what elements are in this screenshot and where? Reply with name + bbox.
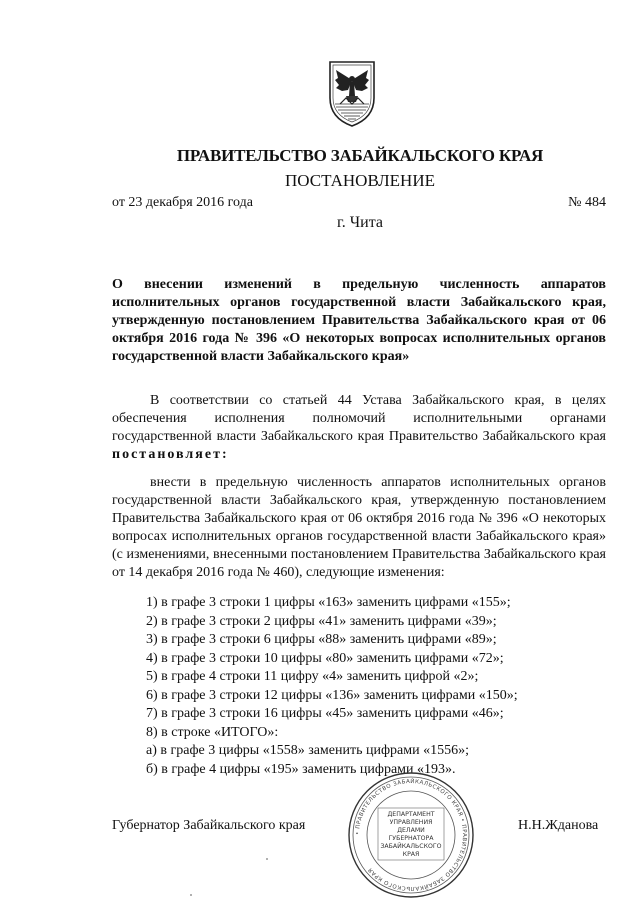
changes-list xyxy=(146,594,518,779)
document-date: от 23 декабря 2016 года xyxy=(112,195,253,210)
list-item: 7) в графе 3 строки 16 цифры «45» заменить цифрами «46»; xyxy=(146,706,504,721)
document-subject: О внесении изменений в предельную численность аппаратов исполнительных органов государственной власти Забайкальского края, утвержденную постановлением Правительства Забайкальского края от 06 октября 2016 года № 396 «О некоторых вопросах исполнительных органов государственной власти Забайкальского края» xyxy=(112,277,606,364)
list-item: 1) в графе 3 строки 1 цифры «163» заменить цифрами «155»; xyxy=(146,595,511,610)
scan-speck xyxy=(190,894,192,896)
government-title: ПРАВИТЕЛЬСТВО ЗАБАЙКАЛЬСКОГО КРАЯ xyxy=(176,146,544,165)
list-item: 3) в графе 3 строки 6 цифры «88» заменить цифрами «89»; xyxy=(146,632,497,647)
seal-line: ДЕПАРТАМЕНТ xyxy=(387,811,435,818)
coat-of-arms-icon xyxy=(326,58,378,128)
seal-line: КРАЯ xyxy=(402,851,420,858)
svg-text:• ПРАВИТЕЛЬСТВО ЗАБАЙКАЛЬСКОГО: • ПРАВИТЕЛЬСТВО ЗАБАЙКАЛЬСКОГО КРАЯ • ПРАВИТЕЛЬСТВО ЗАБАЙКАЛЬСКОГО КРАЯ xyxy=(354,778,468,892)
list-item: а) в графе 3 цифры «1558» заменить цифрами «1556»; xyxy=(146,743,470,758)
signatory-position: Губернатор Забайкальского края xyxy=(112,818,306,833)
list-item: 2) в графе 3 строки 2 цифры «41» заменить цифрами «39»; xyxy=(146,613,497,629)
preamble-paragraph xyxy=(112,392,606,464)
preamble-text: В соответствии со статьей 44 Устава Забайкальского края, в целях обеспечения исполнения полномочий исполнительными органами государственной власти Забайкальского края Правительство Забайкальского края xyxy=(112,393,606,444)
list-item: 6) в графе 3 строки 12 цифры «136» заменить цифрами «150»; xyxy=(146,687,518,703)
list-item: б) в графе 4 цифры «195» заменить цифрами «193». xyxy=(146,761,456,777)
document-number: № 484 xyxy=(568,195,606,210)
seal-line: УПРАВЛЕНИЯ xyxy=(389,819,433,826)
official-seal-icon xyxy=(346,770,476,900)
list-item: 5) в графе 4 строки 11 цифру «4» заменить цифрой «2»; xyxy=(146,669,479,684)
scan-speck xyxy=(266,858,268,860)
seal-line: ЗАБАЙКАЛЬСКОГО xyxy=(380,843,442,850)
document-city: г. Чита xyxy=(336,214,383,231)
signatory-name: Н.Н.Жданова xyxy=(518,818,599,833)
seal-line: ДЕЛАМИ xyxy=(397,827,425,834)
document-type: ПОСТАНОВЛЕНИЕ xyxy=(284,171,435,190)
list-item: 8) в строке «ИТОГО»: xyxy=(146,724,279,740)
decree-word: постановляет: xyxy=(112,447,229,462)
seal-line: ГУБЕРНАТОРА xyxy=(388,835,434,842)
main-paragraph: внести в предельную численность аппаратов исполнительных органов государственной власти Забайкальского края, утвержденную постановлением Правительства Забайкальского края от 06 октября 2016 года № 396 «О некоторых вопросах исполнительных органов государственной власти Забайкальского края» (с изменениями, внесенными постановлением Правительства Забайкальского края от 14 декабря 2016 года № 460), следующие изменения: xyxy=(112,475,606,580)
list-item: 4) в графе 3 строки 10 цифры «80» заменить цифрами «72»; xyxy=(146,650,504,666)
